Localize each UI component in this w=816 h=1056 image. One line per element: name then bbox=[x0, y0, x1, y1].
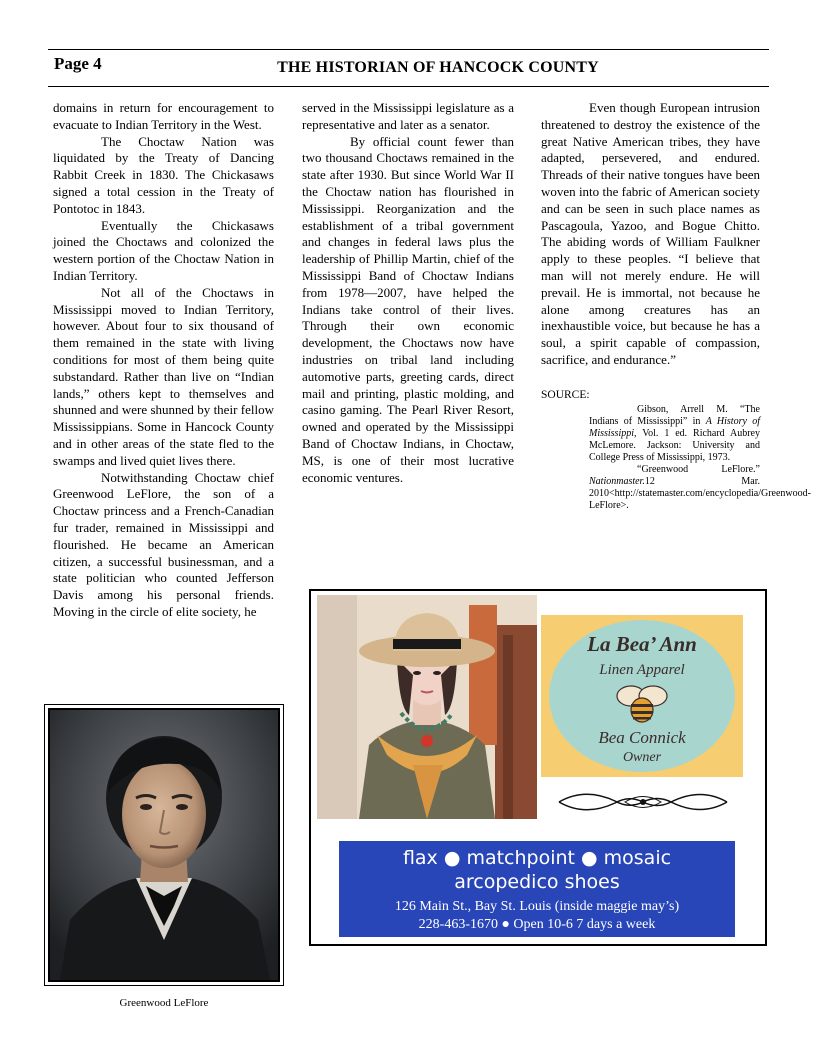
mannequin-photo bbox=[317, 595, 537, 819]
paragraph: domains in return for encouragement to evacuate to Indian Territory in the West. bbox=[53, 100, 274, 132]
article-column-2 bbox=[302, 100, 514, 486]
logo-panel bbox=[541, 615, 743, 777]
flourish-icon bbox=[555, 787, 731, 817]
source-text: Gibson, Arrell M. “The Indians of Mississippi” in bbox=[589, 403, 760, 427]
paragraph: The Choctaw Nation was liquidated by the Treaty of Dancing Rabbit Creek in 1830. The Chickasaws signed a total cession in the Treaty of Pontotoc in 1843. bbox=[53, 133, 274, 216]
advertisement bbox=[309, 589, 767, 946]
portrait-image bbox=[48, 708, 280, 982]
paragraph: Notwithstanding Choctaw chief Greenwood LeFlore, the son of a Choctaw princess and a French-Canadian fur trader, remained in Mississippi and flourished. He became an American citizen, a successful businessman, and a state politician who counted Jefferson Davis among his personal friends. Moving in the circle of elite society, he bbox=[53, 469, 274, 619]
top-rule bbox=[48, 49, 769, 50]
masthead-title: THE HISTORIAN OF HANCOCK COUNTY bbox=[277, 59, 599, 76]
source-title: A History of Mississippi bbox=[589, 415, 760, 439]
owner-title: Owner bbox=[622, 750, 662, 765]
portrait-frame bbox=[44, 704, 284, 986]
article-column-3 bbox=[541, 100, 811, 512]
store-name: La Bea’ Ann bbox=[587, 632, 697, 656]
paragraph: Even though European intrusion threatened to destroy the existence of the great Native American tribes, they have adapted, persevered, and endured. Threads of their native tongues have been woven into the fabric of American society and can be seen in such place names as Pascagoula, Yazoo, and Bogue Chitto. The abiding words of William Faulkner apply to these peoples. “I believe that man will not merely endure. He will prevail. He is immortal, not because he alone among creatures has an inexhaustible voice, but because he has a soul, a spirit capable of compassion, sacrifice, and endurance.” bbox=[541, 100, 760, 367]
store-tagline: Linen Apparel bbox=[599, 662, 685, 678]
brands-line: flax ● matchpoint ● mosaic bbox=[402, 847, 672, 869]
store-banner bbox=[339, 841, 735, 937]
portrait-caption: Greenwood LeFlore bbox=[119, 997, 209, 1009]
store-address: 126 Main St., Bay St. Louis (inside maggie may’s) bbox=[394, 899, 680, 914]
owner-name: Bea Connick bbox=[598, 728, 686, 747]
brands-line: arcopedico shoes bbox=[454, 871, 620, 893]
paragraph: By official count fewer than two thousand Choctaws remained in the state after 1930. But since World War II the Choctaw nation has flourished in Mississippi. Reorganization and the establishment of a tribal government and changes in federal laws plus the leadership of Phillip Martin, chief of the Mississippi Band of Choctaw Indians from 1978—2007, have helped the Indians take control of their lives. Through their own economic development, the Choctaws now have industries on tribal land including automotive parts, greeting cards, direct mail and printing, plastic molding, and casino gaming. The Pearl River Resort, owned and operated by the Mississippi Band of Choctaw Indians, in Choctaw, MS, is one of their most lucrative economic ventures. bbox=[302, 133, 514, 485]
mannequin-illustration bbox=[317, 595, 537, 819]
store-hours: 228-463-1670 ● Open 10-6 7 days a week bbox=[418, 917, 656, 932]
source-text: 12 Mar. 2010<http://statemaster.com/encyclopedia/Greenwood-LeFlore>. bbox=[589, 475, 811, 511]
source-title: Nationmaster. bbox=[589, 475, 645, 487]
source-text: , Vol. 1 ed. Richard Aubrey McLemore. Jackson: University and College Press of Mississippi, 1973. bbox=[589, 427, 760, 463]
source-text: “Greenwood LeFlore.” bbox=[637, 463, 760, 475]
paragraph: Eventually the Chickasaws joined the Choctaws and colonized the western portion of the Choctaw Nation in Indian Territory. bbox=[53, 217, 274, 283]
source-heading: SOURCE: bbox=[541, 388, 590, 401]
portrait-painting bbox=[50, 710, 278, 980]
source-entry bbox=[541, 404, 760, 464]
source-entry bbox=[541, 463, 811, 512]
page-number: Page 4 bbox=[54, 54, 102, 73]
article-column-1 bbox=[53, 100, 274, 621]
paragraph: Not all of the Choctaws in Mississippi moved to Indian Territory, however. About four to six thousand of them remained in the state with living conditions for most of them being quite substandard. Rather than live on “Indian lands,” others kept to themselves and shunned and were shunned by their fellow Mississippians. Some in Hancock County and in other areas of the state fled to the swamps and lived quiet lives there. bbox=[53, 284, 274, 468]
logo-oval bbox=[549, 620, 735, 772]
header-rule bbox=[48, 86, 769, 87]
paragraph: served in the Mississippi legislature as a representative and later as a senator. bbox=[302, 100, 514, 132]
bee-icon bbox=[613, 684, 671, 724]
